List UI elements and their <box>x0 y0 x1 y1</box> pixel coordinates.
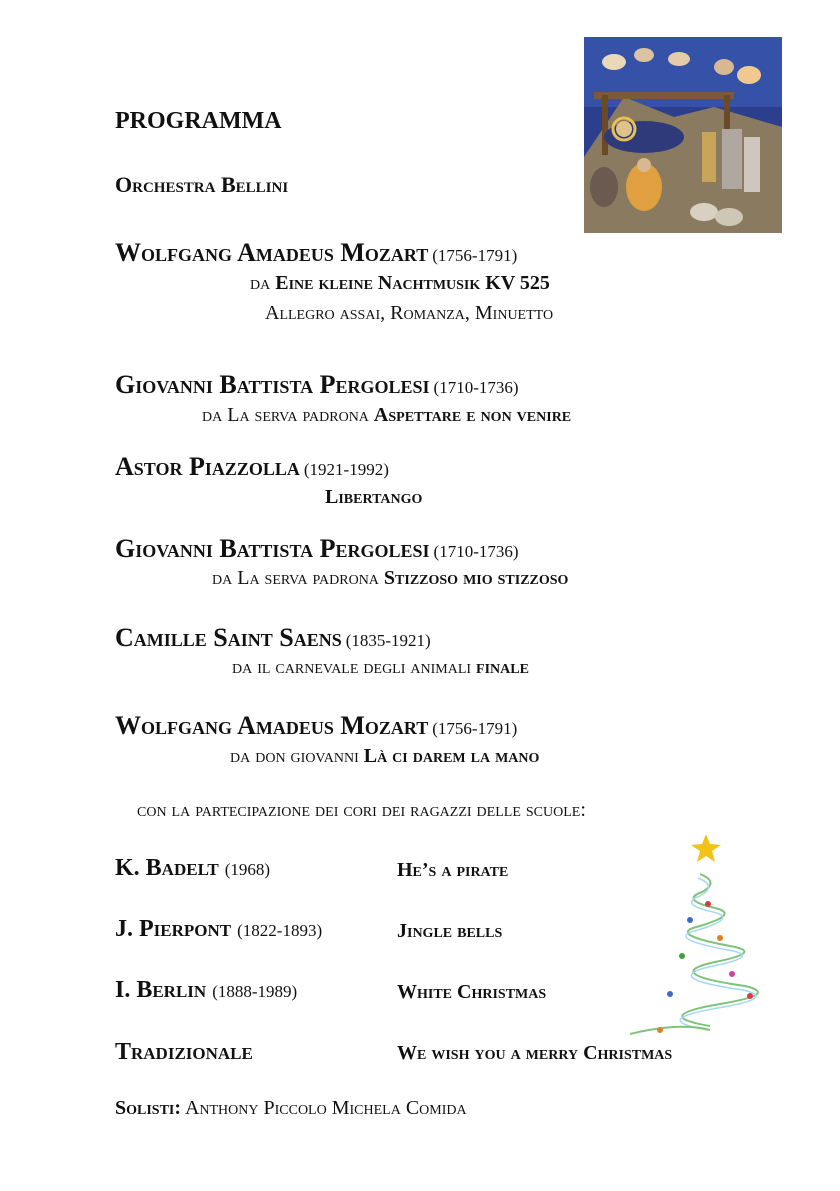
soloists-label: Solisti: <box>115 1097 182 1119</box>
work-prefix: da La serva padrona <box>212 567 379 589</box>
song-composer-dates: (1822-1893) <box>237 921 323 940</box>
programma-title: PROGRAMMA <box>115 108 282 134</box>
composer-dates: (1710-1736) <box>433 542 519 561</box>
composer-name: Wolfgang Amadeus Mozart <box>115 238 429 267</box>
composer-dates: (1835-1921) <box>345 631 431 650</box>
work-title: Là ci darem la mano <box>363 745 540 767</box>
composer-name: Giovanni Battista Pergolesi <box>115 534 430 563</box>
nativity-painting <box>584 37 782 233</box>
soloists-line <box>115 1097 467 1120</box>
work-prefix: da don giovanni <box>230 745 359 767</box>
composer-dates: (1756-1791) <box>432 719 518 738</box>
composer-name: Giovanni Battista Pergolesi <box>115 370 430 399</box>
piece-work-line <box>325 486 422 509</box>
piece-work-line <box>230 745 539 768</box>
work-title: Eine kleine Nachtmusik KV 525 <box>275 272 550 294</box>
song-composer-dates: (1968) <box>224 860 271 879</box>
work-title: finale <box>476 656 529 678</box>
star-icon <box>691 834 721 862</box>
piece-composer-line <box>115 711 517 741</box>
song-composer <box>115 855 270 882</box>
composer-dates: (1921-1992) <box>303 460 389 479</box>
song-composer-name: J. Pierpont <box>115 916 232 942</box>
piece-composer-line <box>115 623 431 653</box>
choir-note: con la partecipazione dei cori dei ragazzi delle scuole: <box>137 799 586 821</box>
composer-dates: (1710-1736) <box>433 378 519 397</box>
piece-work-line <box>232 656 529 679</box>
song-title: We wish you a merry Christmas <box>397 1042 673 1064</box>
piece-composer-line <box>115 534 519 564</box>
work-prefix: da La serva padrona <box>202 404 369 426</box>
song-title: White Christmas <box>397 981 547 1003</box>
song-composer-name: Tradizionale <box>115 1039 253 1065</box>
composer-name: Wolfgang Amadeus Mozart <box>115 711 429 740</box>
piece-composer-line <box>115 452 389 482</box>
song-composer-name: I. Berlin <box>115 977 207 1003</box>
song-composer <box>115 977 297 1004</box>
composer-name: Astor Piazzolla <box>115 452 300 481</box>
music-tree-illustration <box>620 834 780 1049</box>
song-composer-dates: (1888-1989) <box>212 982 298 1001</box>
composer-name: Camille Saint Saens <box>115 623 342 652</box>
song-composer <box>115 916 322 943</box>
piece-work-line <box>202 404 571 427</box>
song-composer <box>115 1039 253 1066</box>
orchestra-name: Orchestra Bellini <box>115 172 289 197</box>
work-prefix: da <box>250 272 271 294</box>
soloists-names: Anthony Piccolo Michela Comida <box>184 1097 467 1119</box>
piece-composer-line <box>115 238 517 268</box>
work-title: Stizzoso mio stizzoso <box>383 567 569 589</box>
piece-work-line <box>250 272 550 295</box>
composer-dates: (1756-1791) <box>432 246 518 265</box>
work-title: Libertango <box>325 486 423 508</box>
piece-composer-line <box>115 370 519 400</box>
movements-line: Allegro assai, Romanza, Minuetto <box>265 302 554 324</box>
song-composer-name: K. Badelt <box>115 855 219 881</box>
work-prefix: da il carnevale degli animali <box>232 656 472 678</box>
piece-work-line <box>212 567 568 590</box>
work-title: Aspettare e non venire <box>373 404 572 426</box>
song-title: He’s a pirate <box>397 859 509 881</box>
song-title: Jingle bells <box>397 920 503 942</box>
